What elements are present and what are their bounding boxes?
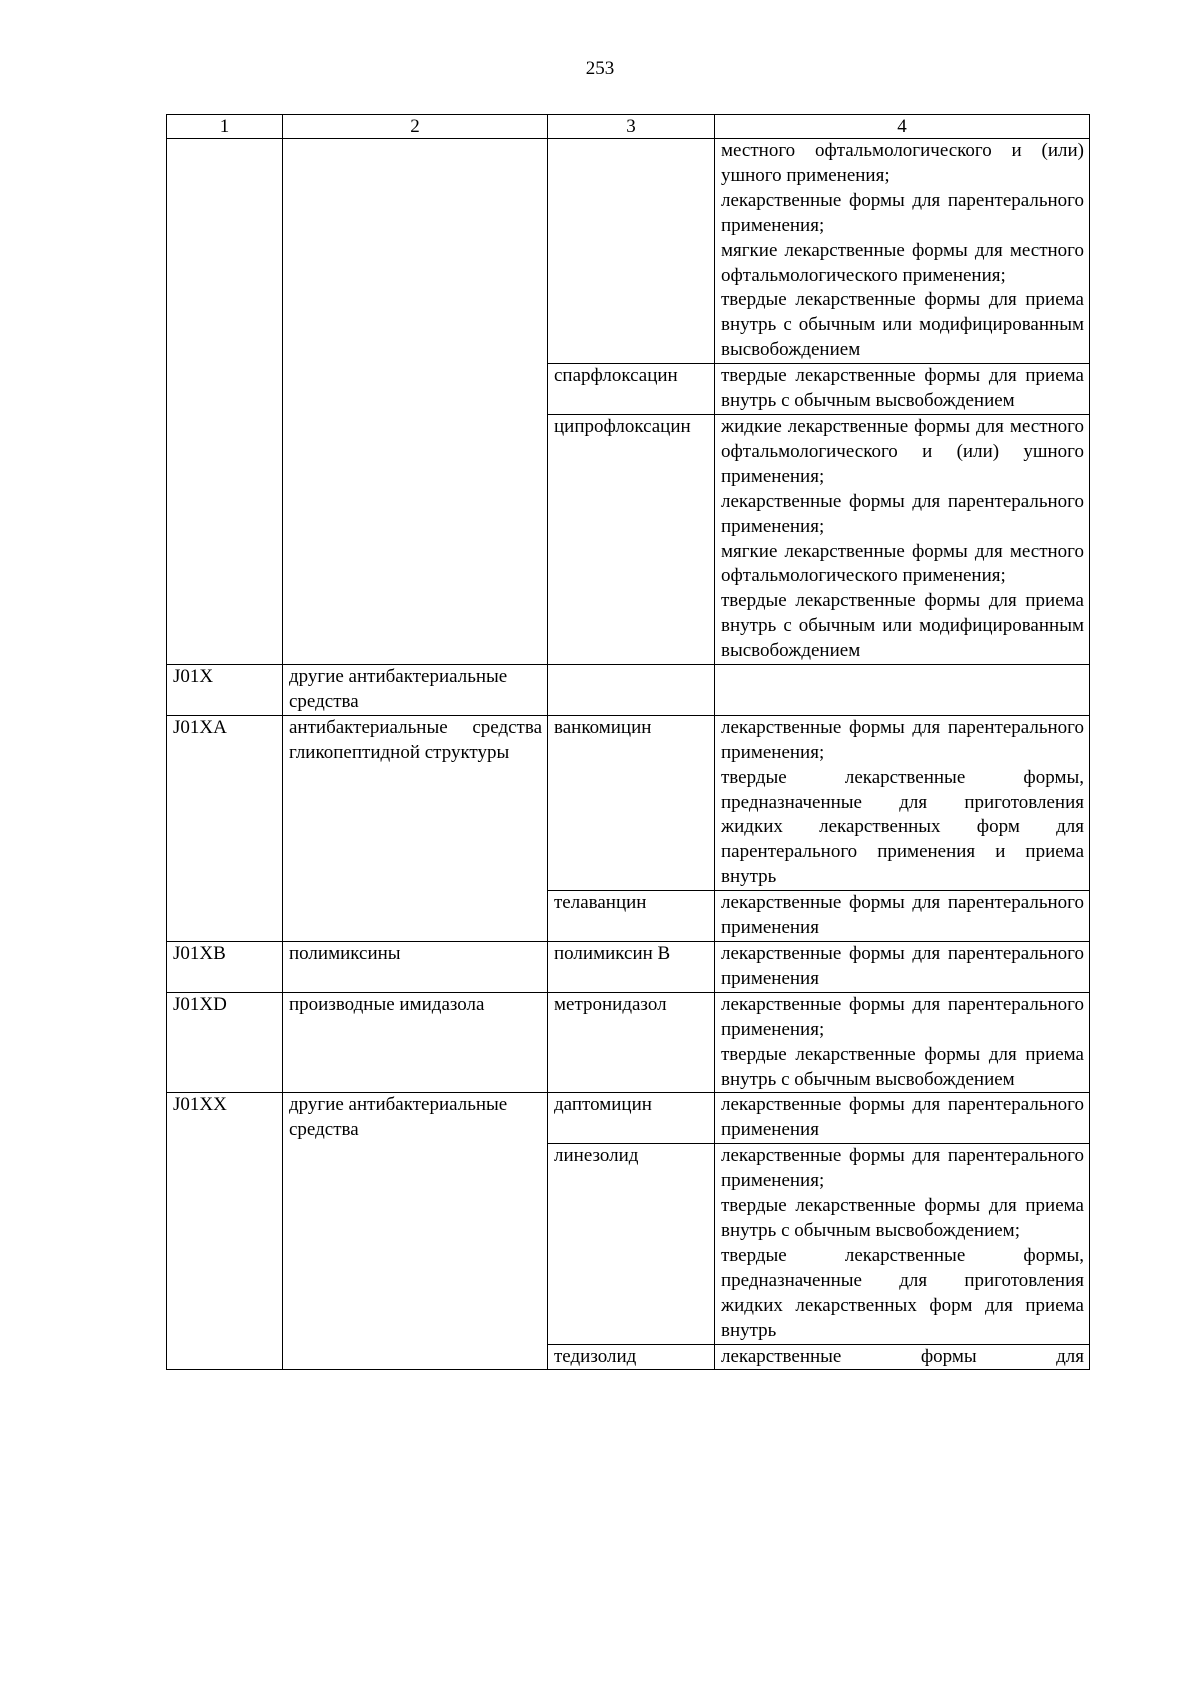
dosage-forms-cell <box>715 1344 1090 1370</box>
table-header-row <box>167 115 1090 139</box>
dosage-form-line: лекарственные формы для <box>721 1345 1084 1367</box>
drug-table <box>166 114 1090 1370</box>
atc-code-cell: J01XX <box>167 1093 283 1370</box>
dosage-form-line: мягкие лекарственные формы для местного офтальмологического применения; <box>721 540 1084 587</box>
dosage-forms-cell <box>715 992 1090 1093</box>
atc-code-cell: J01XB <box>167 942 283 993</box>
table-row <box>167 715 1090 890</box>
column-header-2: 2 <box>283 115 548 139</box>
dosage-form-line: твердые лекарственные формы, предназначенные для приготовления жидких лекарственных форм для парентерального применения и приема внутрь <box>721 766 1084 888</box>
column-header-4: 4 <box>715 115 1090 139</box>
atc-code-cell: J01X <box>167 665 283 716</box>
dosage-forms-cell <box>715 942 1090 993</box>
substance-cell: линезолид <box>548 1144 715 1344</box>
dosage-form-line: твердые лекарственные формы для приема внутрь с обычным или модифицированным высвобождением <box>721 289 1084 361</box>
dosage-form-line: твердые лекарственные формы для приема внутрь с обычным или модифицированным высвобождением <box>721 590 1084 662</box>
dosage-form-line: твердые лекарственные формы для приема внутрь с обычным высвобождением <box>721 1043 1084 1090</box>
table-row <box>167 992 1090 1093</box>
substance-cell: телаванцин <box>548 891 715 942</box>
dosage-form-line: лекарственные формы для парентерального применения <box>721 1094 1084 1141</box>
dosage-form-line: лекарственные формы для парентерального применения; <box>721 490 1084 537</box>
substance-cell: спарфлоксацин <box>548 364 715 415</box>
dosage-forms-cell <box>715 414 1090 664</box>
dosage-forms-cell <box>715 1093 1090 1144</box>
group-name-cell: антибактериальные средства гликопептидной структуры <box>283 715 548 941</box>
dosage-forms-cell <box>715 1144 1090 1344</box>
group-name-cell: полимиксины <box>283 942 548 993</box>
dosage-form-line: лекарственные формы для парентерального применения; <box>721 1145 1084 1192</box>
dosage-form-line: мягкие лекарственные формы для местного офтальмологического применения; <box>721 239 1084 286</box>
dosage-form-line: лекарственные формы для парентерального применения; <box>721 716 1084 763</box>
dosage-form-line: лекарственные формы для парентерального применения; <box>721 189 1084 236</box>
substance-cell <box>548 139 715 364</box>
table-row <box>167 139 1090 364</box>
dosage-forms-cell <box>715 891 1090 942</box>
substance-cell <box>548 665 715 716</box>
column-header-3: 3 <box>548 115 715 139</box>
dosage-forms-cell <box>715 715 1090 890</box>
group-name-cell: производные имидазола <box>283 992 548 1093</box>
substance-cell: ципрофлоксацин <box>548 414 715 664</box>
dosage-form-line: твердые лекарственные формы для приема внутрь с обычным высвобождением <box>721 365 1084 412</box>
atc-code-cell <box>167 139 283 665</box>
dosage-forms-cell <box>715 665 1090 716</box>
substance-cell: ванкомицин <box>548 715 715 890</box>
dosage-form-line: местного офтальмологического и (или) ушного применения; <box>721 140 1084 186</box>
dosage-form-line: лекарственные формы для парентерального применения <box>721 943 1084 989</box>
dosage-form-line: лекарственные формы для парентерального применения; <box>721 993 1084 1040</box>
group-name-cell <box>283 139 548 665</box>
substance-cell: полимиксин B <box>548 942 715 993</box>
table-row <box>167 1093 1090 1144</box>
dosage-forms-cell <box>715 139 1090 364</box>
column-header-1: 1 <box>167 115 283 139</box>
substance-cell: тедизолид <box>548 1344 715 1370</box>
dosage-form-line: твердые лекарственные формы для приема внутрь с обычным высвобождением; <box>721 1195 1084 1241</box>
group-name-cell: другие антибактериальные средства <box>283 665 548 716</box>
dosage-form-line: лекарственные формы для парентерального применения <box>721 892 1084 939</box>
atc-code-cell: J01XA <box>167 715 283 941</box>
table-row <box>167 665 1090 716</box>
substance-cell: метронидазол <box>548 992 715 1093</box>
group-name-cell: другие антибактериальные средства <box>283 1093 548 1370</box>
dosage-forms-cell <box>715 364 1090 415</box>
dosage-form-line: жидкие лекарственные формы для местного офтальмологического и (или) ушного применения; <box>721 415 1084 487</box>
dosage-form-line: твердые лекарственные формы, предназначенные для приготовления жидких лекарственных форм для приема внутрь <box>721 1244 1084 1341</box>
atc-code-cell: J01XD <box>167 992 283 1093</box>
page-number: 253 <box>585 58 615 79</box>
substance-cell: даптомицин <box>548 1093 715 1144</box>
table-row <box>167 942 1090 993</box>
